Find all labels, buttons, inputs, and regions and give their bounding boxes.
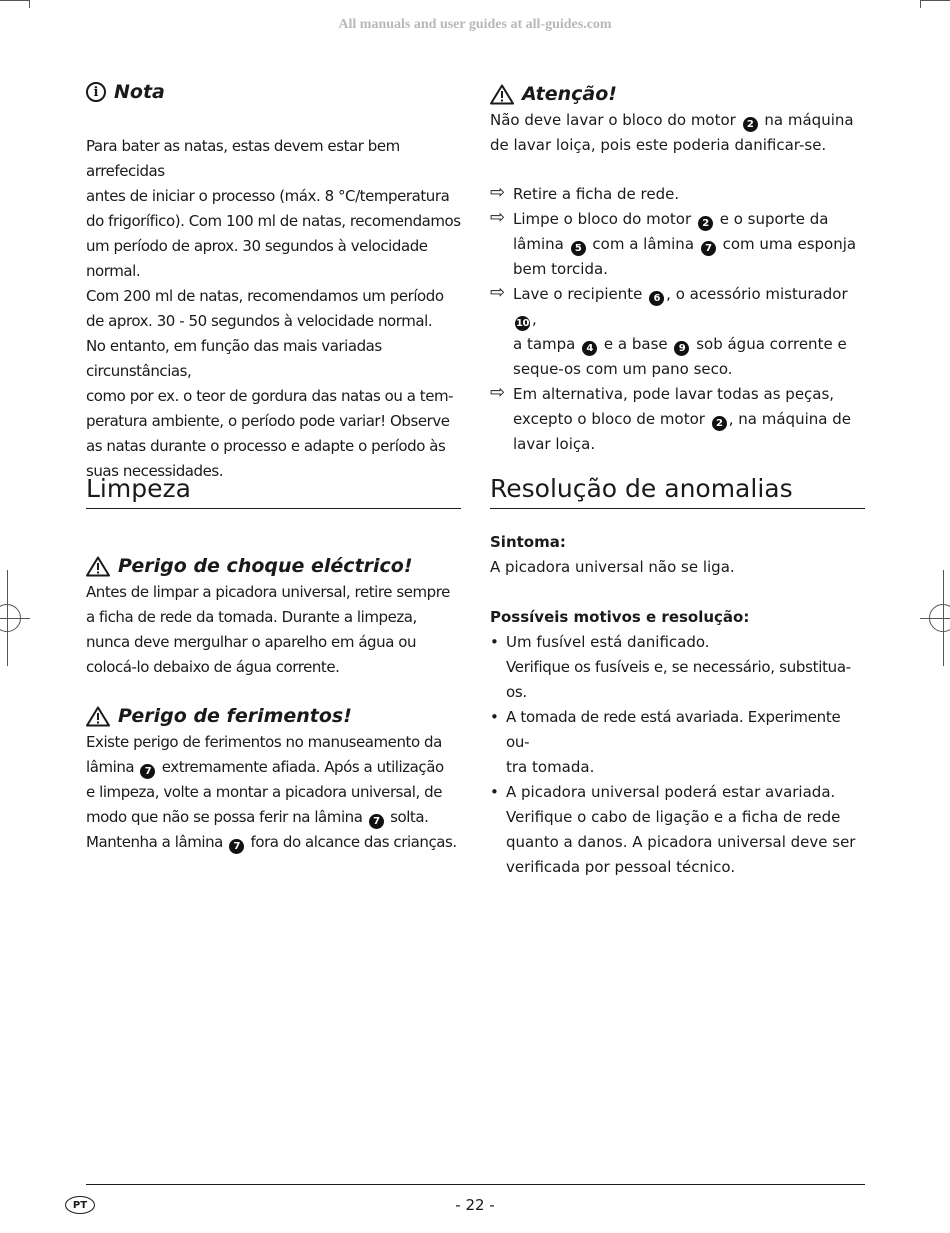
resolucao-title: Resolução de anomalias — [490, 472, 865, 509]
choque-body — [86, 580, 461, 680]
text-fragment: extremamente afiada. Após a utilização — [161, 758, 444, 776]
text-fragment: Verifique o cabo de ligação e a ficha de rede — [506, 808, 841, 826]
crop-mark-top-left — [0, 0, 30, 1]
limpeza-title: Limpeza — [86, 472, 461, 509]
part-number-badge: 7 — [701, 241, 716, 256]
footer-rule — [86, 1184, 865, 1185]
text-fragment: fora do alcance das crianças. — [250, 833, 457, 851]
text-fragment: e a base — [603, 335, 668, 353]
atencao-line: de lavar loiça, pois este poderia danificar-se. — [490, 136, 827, 154]
step-text — [513, 282, 865, 382]
nota-line: normal. — [86, 262, 141, 280]
atencao-body — [490, 108, 865, 158]
cleaning-steps — [490, 182, 865, 457]
warning-triangle-icon — [86, 556, 110, 577]
text-fragment: Em alternativa, pode lavar todas as peças, — [513, 385, 835, 403]
bullet-icon: • — [490, 633, 499, 651]
step-item — [490, 382, 865, 457]
step-text — [513, 207, 865, 282]
text-fragment: com a lâmina — [592, 235, 695, 253]
nota-line: um período de aprox. 30 segundos à velocidade — [86, 237, 428, 255]
list-item — [490, 705, 865, 780]
nota-title: Nota — [114, 81, 165, 103]
nota-line: Com 200 ml de natas, recomendamos um período — [86, 287, 444, 305]
nota-line: peratura ambiente, o período pode variar! Observe — [86, 412, 450, 430]
step-text: Retire a ficha de rede. — [513, 185, 680, 203]
bullet-icon: • — [490, 708, 499, 726]
sintoma-label: Sintoma: — [490, 533, 566, 551]
nota-line: suas necessidades. — [86, 462, 224, 480]
choque-line: colocá-lo debaixo de água corrente. — [86, 658, 340, 676]
choque-line: nunca deve mergulhar o aparelho em água ou — [86, 633, 417, 651]
part-number-badge: 2 — [698, 216, 713, 231]
text-fragment: verificada por pessoal técnico. — [506, 858, 736, 876]
text-fragment: , — [532, 310, 537, 328]
text-fragment: bem torcida. — [513, 260, 608, 278]
text-fragment: a tampa — [513, 335, 576, 353]
crop-mark-top-right-v — [920, 0, 921, 8]
part-number-badge: 2 — [712, 416, 727, 431]
text-fragment: na máquina — [764, 111, 854, 129]
list-item — [490, 630, 865, 705]
text-fragment: excepto o bloco de motor — [513, 410, 705, 428]
nota-line: as natas durante o processo e adapte o período às — [86, 437, 446, 455]
text-fragment: sob água corrente e — [696, 335, 847, 353]
atencao-title: Atenção! — [522, 83, 617, 105]
crop-mark-top-right — [920, 0, 950, 1]
left-column — [86, 78, 461, 484]
troubleshooting-body — [490, 530, 865, 880]
step-text — [513, 382, 865, 457]
arrow-right-icon: ⇨ — [490, 282, 506, 303]
text-fragment: Mantenha a lâmina — [86, 833, 223, 851]
text-fragment: Um fusível está danificado. — [506, 633, 710, 651]
text-fragment: modo que não se possa ferir na lâmina — [86, 808, 363, 826]
ferimentos-title: Perigo de ferimentos! — [118, 705, 352, 727]
list-item-text — [506, 705, 865, 780]
text-fragment: tra tomada. — [506, 758, 595, 776]
text-fragment: Limpe o bloco do motor — [513, 210, 692, 228]
text-fragment: Não deve lavar o bloco do motor — [490, 111, 736, 129]
text-fragment: lavar loiça. — [513, 435, 596, 453]
ferimentos-line: Existe perigo de ferimentos no manuseamento da — [86, 733, 442, 751]
nota-line: antes de iniciar o processo (máx. 8 °C/temperatura — [86, 187, 450, 205]
ferimentos-warning — [86, 702, 461, 855]
part-number-badge: 9 — [674, 341, 689, 356]
list-item-text — [506, 630, 865, 705]
bullet-icon: • — [490, 783, 499, 801]
resolucao-section — [490, 472, 865, 509]
text-fragment: , na máquina de — [728, 410, 851, 428]
part-number-badge: 7 — [369, 814, 384, 829]
text-fragment: e o suporte da — [719, 210, 829, 228]
ferimentos-line — [86, 830, 461, 855]
list-item-text — [506, 780, 865, 880]
list-item — [490, 780, 865, 880]
language-badge: PT — [65, 1196, 95, 1214]
atencao-warning — [490, 80, 865, 158]
part-number-badge: 10 — [516, 318, 529, 329]
part-number-badge: 4 — [582, 341, 597, 356]
text-fragment: A picadora universal poderá estar avariada. — [506, 783, 836, 801]
ferimentos-line — [86, 805, 461, 830]
nota-line: No entanto, em função das mais variadas circunstâncias, — [86, 337, 382, 380]
info-icon: i — [86, 82, 106, 102]
arrow-right-icon: ⇨ — [490, 182, 506, 203]
ferimentos-line: e limpeza, volte a montar a picadora universal, de — [86, 783, 442, 801]
text-fragment: A tomada de rede está avariada. Experimente ou- — [506, 708, 841, 751]
choque-line: Antes de limpar a picadora universal, retire sempre — [86, 583, 450, 601]
nota-line: Para bater as natas, estas devem estar bem arrefecidas — [86, 137, 400, 180]
text-fragment: lâmina — [513, 235, 564, 253]
motivos-label: Possíveis motivos e resolução: — [490, 608, 750, 626]
ferimentos-heading — [86, 702, 461, 730]
arrow-right-icon: ⇨ — [490, 382, 506, 403]
registration-circle-right — [929, 604, 950, 632]
choque-warning — [86, 552, 461, 680]
nota-line: como por ex. o teor de gordura das natas ou a tem- — [86, 387, 454, 405]
part-number-badge: 7 — [229, 839, 244, 854]
text-fragment: solta. — [390, 808, 429, 826]
page-number: - 22 - — [455, 1196, 495, 1214]
warning-triangle-icon — [490, 84, 514, 105]
warning-triangle-icon — [86, 706, 110, 727]
atencao-heading — [490, 80, 865, 108]
part-number-badge: 7 — [140, 764, 155, 779]
step-item — [490, 282, 865, 382]
text-fragment: Lave o recipiente — [513, 285, 643, 303]
watermark-header: All manuals and user guides at all-guides.com — [338, 17, 612, 32]
atencao-line — [490, 108, 865, 133]
crop-mark-top-left-v — [29, 0, 30, 8]
text-fragment: com uma esponja — [722, 235, 857, 253]
text-fragment: , o acessório misturador — [666, 285, 848, 303]
nota-body — [86, 134, 461, 484]
text-fragment: lâmina — [86, 758, 135, 776]
choque-line: a ficha de rede da tomada. Durante a limpeza, — [86, 608, 417, 626]
choque-title: Perigo de choque eléctrico! — [118, 555, 413, 577]
text-fragment: seque-os com um pano seco. — [513, 360, 733, 378]
part-number-badge: 6 — [649, 291, 664, 306]
ferimentos-line — [86, 755, 461, 780]
step-item — [490, 182, 865, 207]
choque-heading — [86, 552, 461, 580]
text-fragment: quanto a danos. A picadora universal deve ser — [506, 833, 856, 851]
limpeza-section — [86, 472, 461, 509]
part-number-badge: 5 — [571, 241, 586, 256]
nota-heading — [86, 78, 461, 106]
step-item — [490, 207, 865, 282]
arrow-right-icon: ⇨ — [490, 207, 506, 228]
registration-circle-left — [0, 604, 21, 632]
nota-line: de aprox. 30 - 50 segundos à velocidade normal. — [86, 312, 433, 330]
ferimentos-body — [86, 730, 461, 855]
sintoma-text: A picadora universal não se liga. — [490, 558, 735, 576]
text-fragment: Verifique os fusíveis e, se necessário, substitua-os. — [506, 658, 851, 701]
nota-line: do frigorífico). Com 100 ml de natas, recomendamos — [86, 212, 461, 230]
part-number-badge: 2 — [743, 117, 758, 132]
